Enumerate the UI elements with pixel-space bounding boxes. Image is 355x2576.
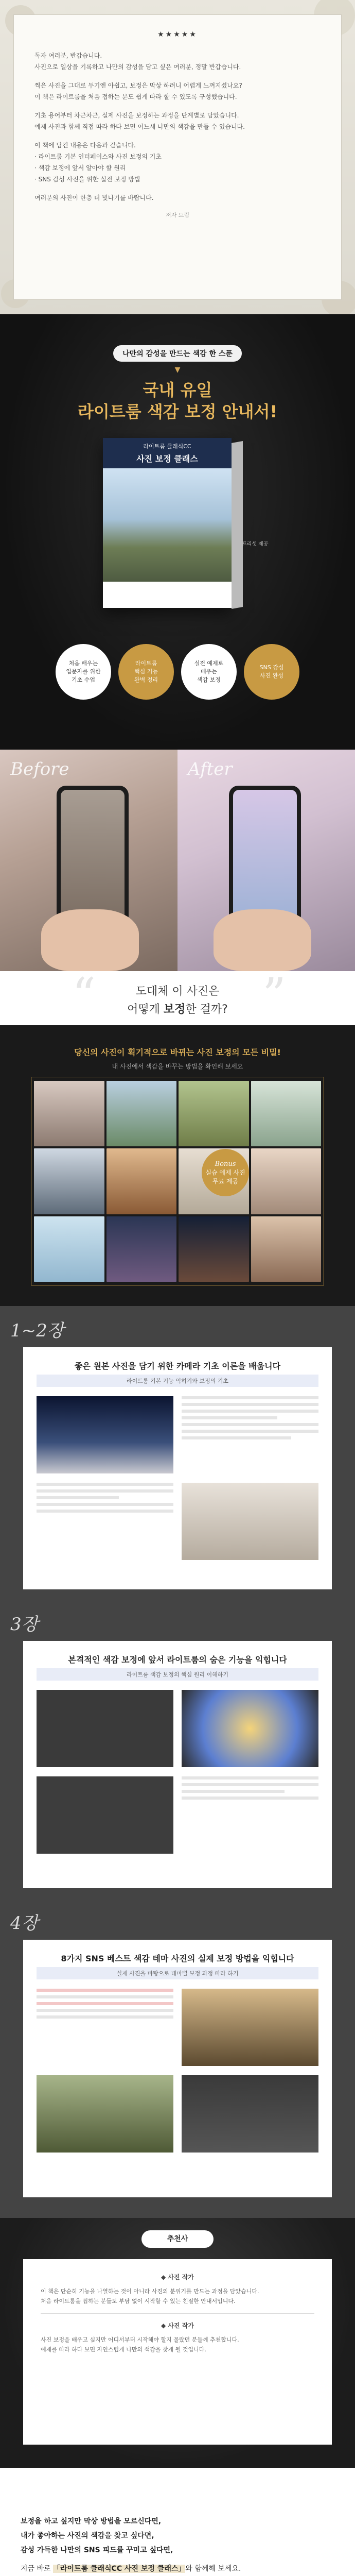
chapter-image	[182, 1483, 318, 1560]
photo-grid	[34, 1081, 321, 1282]
intro-card	[13, 14, 342, 300]
sample-photo	[179, 1216, 249, 1282]
sample-photo	[106, 1081, 177, 1146]
before-label: Before	[10, 759, 69, 779]
chapter-image	[37, 1690, 173, 1767]
bonus-text: 실습 예제 사진 무료 제공	[205, 1168, 245, 1185]
intro-section	[0, 0, 355, 314]
intro-paragraph: 이 책에 담긴 내용은 다음과 같습니다. · 라이트룸 기본 인터페이스와 사진 보정의 기초 · 색감 보정에 앞서 알아야 할 원리 · SNS 감성 사진을 위한 실전 보정 방법	[34, 142, 162, 183]
quote-open-icon: “	[72, 968, 96, 1022]
sample-photo	[251, 1081, 322, 1146]
sample-photo	[251, 1216, 322, 1282]
chapter-content	[37, 1483, 318, 1560]
chapter-image	[37, 1396, 173, 1473]
curriculum-section	[0, 1306, 355, 2218]
chapter-label: 1~2장	[10, 1320, 64, 1341]
chapter-image	[37, 2075, 173, 2153]
chapter-subtitle: 라이트룸 색감 보정의 핵심 원리 이해하기	[37, 1668, 318, 1681]
book-footer	[103, 582, 232, 607]
showcase-section	[0, 1025, 355, 1306]
bonus-badge	[202, 1149, 249, 1196]
cta-bold: 「라이트룸 클래식CC 사진 보정 클래스」	[53, 2565, 186, 2573]
chapter-page	[23, 1940, 332, 2197]
phone-after	[229, 786, 301, 925]
phone-before	[57, 786, 129, 925]
recommend-section	[0, 2218, 355, 2468]
intro-paragraph: 찍은 사진을 그대로 두기엔 아쉽고, 보정은 막상 하려니 어렵게 느껴지셨나요? 이 책은 라이트룸을 처음 접하는 분도 쉽게 따라 할 수 있도록 구성했습니다.	[34, 82, 242, 100]
before-panel	[0, 750, 177, 971]
feature-circle: 라이트룸 핵심 기능 완벽 정리	[118, 644, 174, 700]
chapter-content	[37, 2075, 318, 2153]
book-box	[103, 438, 232, 608]
q2-bold: 보정	[163, 1003, 186, 1016]
q2-post: 한 걸까?	[185, 1003, 228, 1016]
chapter-content	[37, 1989, 318, 2066]
closing-message: 보정을 하고 싶지만 막상 방법을 모르신다면, 내가 좋아하는 사진의 색감을 찾고 싶다면, 감성 가득한 나만의 SNS 피드를 꾸미고 싶다면,	[21, 2517, 173, 2554]
chapter-subtitle: 라이트룸 기본 기능 익히기와 보정의 기초	[37, 1375, 318, 1387]
chapter-text	[37, 1483, 173, 1560]
recommend-pill: 추천사	[141, 2230, 214, 2248]
cta-pre: 지금 바로	[21, 2565, 53, 2573]
question-block	[0, 968, 355, 1025]
chapter-page	[23, 1347, 332, 1589]
hand	[41, 909, 139, 971]
chapter-subtitle: 실제 사진을 바탕으로 테마별 보정 과정 따라 하기	[37, 1967, 318, 1979]
feature-circle: 처음 배우는 입문자를 위한 기초 수업	[56, 644, 111, 700]
sample-photo	[106, 1148, 177, 1214]
hand	[214, 909, 311, 971]
chapter-image	[182, 1989, 318, 2066]
showcase-subheading: 내 사진에서 색감을 바꾸는 방법을 확인해 보세요	[112, 1063, 243, 1070]
title-line-1: 국내 유일	[143, 380, 212, 400]
q2-pre: 어떻게	[127, 1003, 164, 1016]
question-line-1: 도대체 이 사진은	[135, 985, 220, 998]
feature-circle: 실전 예제로 배우는 색감 보정	[181, 644, 237, 700]
chapter-title: 8가지 SNS 베스트 색감 테마 사진의 실제 보정 방법을 익힙니다	[61, 1954, 294, 1963]
title-line-2: 라이트룸 색감 보정 안내서!	[77, 402, 278, 421]
sample-photo	[106, 1216, 177, 1282]
question-line-2	[0, 1001, 355, 1016]
intro-paragraph: 여러분의 사진이 한층 더 빛나기를 바랍니다.	[34, 194, 154, 201]
showcase-heading: 당신의 사진이 획기적으로 바뀌는 사진 보정의 모든 비밀!	[74, 1047, 281, 1057]
product-section	[0, 314, 355, 750]
chapter-text	[182, 1396, 318, 1473]
chapter-label: 3장	[10, 1614, 39, 1635]
preset-note: 프리셋 제공	[242, 541, 269, 547]
before-after-section	[0, 750, 355, 1025]
intro-paragraph: 독자 여러분, 반갑습니다. 사진으로 일상을 기록하고 나만의 감성을 담고 싶은 여러분, 정말 반갑습니다.	[34, 52, 241, 71]
chapter-image	[182, 2075, 318, 2153]
book-cover-photo	[103, 468, 232, 582]
chapter-content	[37, 1396, 318, 1473]
after-label: After	[188, 759, 233, 779]
sample-photo	[34, 1081, 104, 1146]
chevron-down-icon: ▼	[174, 366, 181, 374]
bonus-label: Bonus	[215, 1160, 236, 1168]
feature-circles	[0, 644, 355, 700]
recommender-name: ◆ 사진 작가	[161, 2274, 194, 2281]
sample-photo	[251, 1148, 322, 1214]
feature-circle: SNS 감성 사진 완성	[244, 644, 299, 700]
product-title	[0, 379, 355, 422]
chapter-content	[37, 1776, 318, 1854]
intro-paragraph: 기초 용어부터 차근차근, 실제 사진을 보정하는 과정을 단계별로 담았습니다. 예제 사진과 함께 직접 따라 하다 보면 어느새 나만의 색감을 만들 수 있습니다.	[34, 112, 245, 130]
recommend-text: 사진 보정을 배우고 싶지만 어디서부터 시작해야 할지 몰랐던 분들께 추천합니다. 예제를 따라 하다 보면 자연스럽게 나만의 색감을 찾게 될 것입니다.	[41, 2336, 239, 2353]
book-caption	[103, 438, 232, 468]
sample-photo	[179, 1081, 249, 1146]
rating-stars: ★★★★★	[157, 30, 198, 39]
chapter-title: 본격적인 색감 보정에 앞서 라이트룸의 숨은 기능을 익힙니다	[68, 1655, 287, 1665]
intro-sign: 저자 드림	[165, 212, 189, 218]
chapter-label: 4장	[10, 1913, 39, 1934]
chapter-text	[182, 1776, 318, 1854]
chapter-content	[37, 1690, 318, 1767]
book-caption-sub: 라이트룸 클래식CC	[143, 443, 191, 450]
phone-screen	[61, 790, 125, 921]
sample-photo	[34, 1148, 104, 1214]
recommend-box	[23, 2259, 332, 2445]
chapter-page	[23, 1641, 332, 1888]
sample-photo	[34, 1216, 104, 1282]
quote-close-icon: ”	[262, 968, 287, 1022]
recommend-text: 이 책은 단순히 기능을 나열하는 것이 아니라 사진의 분위기를 만드는 과정을 담았습니다. 처음 라이트룸을 접하는 분들도 부담 없이 시작할 수 있는 친절한 안내서입니다.	[41, 2288, 259, 2304]
chapter-image	[182, 1690, 318, 1767]
chapter-image	[37, 1776, 173, 1854]
divider	[41, 2313, 314, 2314]
closing-cta	[21, 2563, 241, 2573]
tagline-pill: 나만의 감성을 만드는 색감 한 스푼	[113, 345, 242, 362]
cta-post: 와 함께해 보세요.	[185, 2565, 241, 2573]
book-spine	[232, 441, 243, 609]
book-caption-title: 사진 보정 클래스	[136, 454, 198, 464]
after-panel	[177, 750, 355, 971]
phone-screen	[233, 790, 297, 921]
closing-section	[0, 2468, 355, 2576]
chapter-text	[37, 1989, 173, 2066]
recommender-name: ◆ 사진 작가	[161, 2322, 194, 2329]
chapter-title: 좋은 원본 사진을 담기 위한 카메라 기초 이론을 배웁니다	[74, 1361, 281, 1371]
